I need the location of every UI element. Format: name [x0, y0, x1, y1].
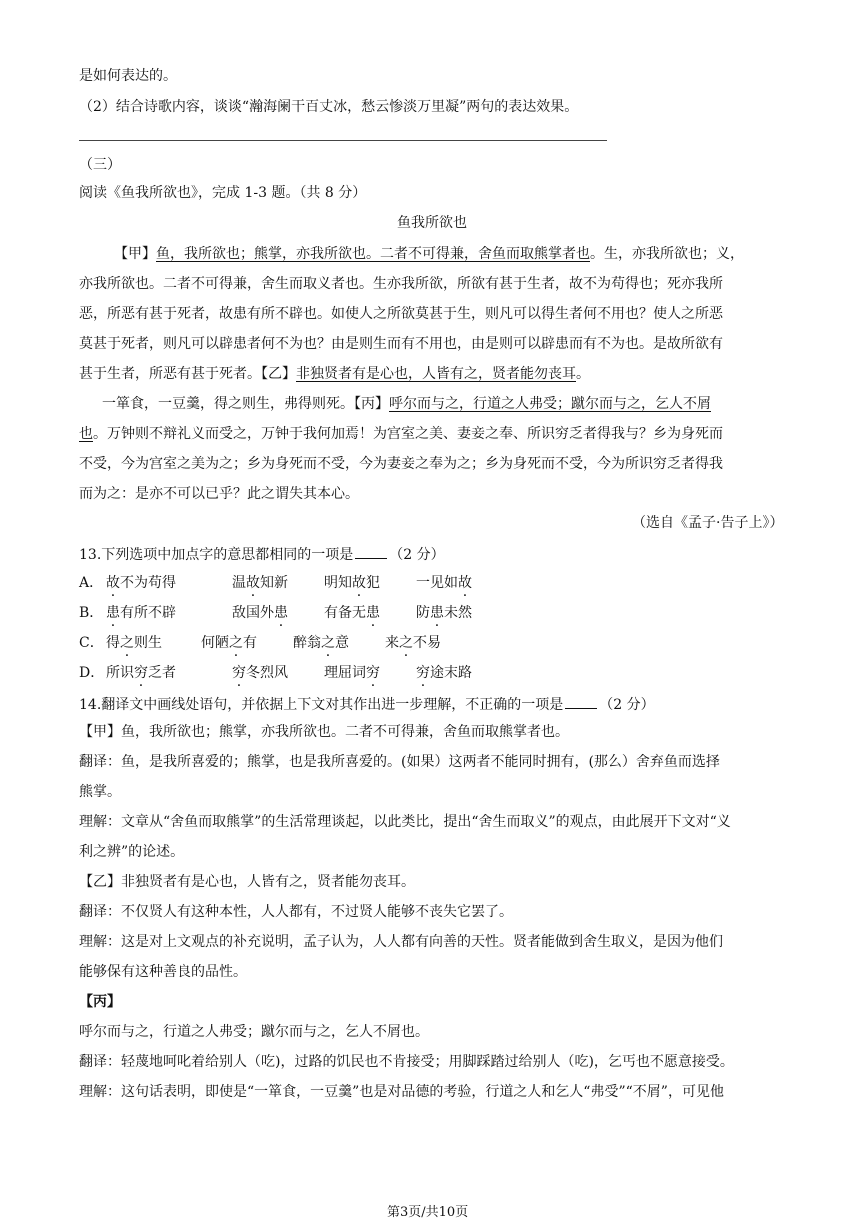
option-a[interactable] — [79, 573, 103, 593]
dotted-char: 之 — [399, 635, 413, 651]
q14-bing-text: 呼尔而与之，行道之人弗受；蹴尔而与之，乞人不屑也。 — [79, 1024, 429, 1040]
text-segment: 。 — [576, 366, 590, 382]
option-label: A． — [79, 575, 104, 591]
dotted-char: 故 — [106, 575, 120, 591]
passage-line-6 — [102, 394, 711, 414]
passage-line-3: 恶，所恶有甚于死者，故患有所不辟也。如使人之所欲莫甚于生，则凡可以得生者何不用也？使人之所恶 — [79, 306, 723, 322]
q14-bing-understanding: 理解：这句话表明，即使是“一箪食，一豆羹”也是对品德的考验，行道之人和乞人“弗受”“不屑”，可见他 — [79, 1084, 724, 1100]
option-a-word-1: 故不为苟得 — [106, 575, 176, 591]
text-segment: 。生，亦我所欲也；义， — [590, 246, 744, 262]
option-d[interactable] — [79, 663, 104, 683]
option-d-word-1: 所识穷乏者 — [106, 665, 176, 681]
option-d-word-3: 理屈词穷 — [324, 665, 380, 681]
q14-jia-understanding-cont: 利之辨”的论述。 — [79, 844, 185, 860]
underlined-sentence-bing-end: 也 — [79, 426, 93, 442]
passage-line-7 — [79, 424, 723, 444]
mark-yi: 【乙】 — [261, 366, 296, 382]
option-b-word-2: 敌国外患 — [232, 605, 288, 621]
q14-jia-translation: 翻译：鱼，是我所喜爱的；熊掌，也是我所喜爱的。(如果）这两者不能同时拥有，(那么）舍弃鱼而选择 — [79, 754, 720, 770]
underlined-sentence-yi: 非独贤者有是心也，人皆有之，贤者能勿丧耳 — [296, 366, 576, 382]
passage-line-1 — [114, 244, 744, 264]
text-segment: 。万钟则不辩礼义而受之，万钟于我何加焉！为宫室之美、妻妾之奉、所识穷乏者得我与？乡为身死而 — [93, 426, 723, 442]
dotted-char: 之 — [120, 635, 134, 651]
q14-yi-head: 【乙】非独贤者有是心也，人皆有之，贤者能勿丧耳。 — [79, 874, 415, 890]
option-a-word-2: 温故知新 — [232, 575, 288, 591]
dotted-char: 患 — [366, 605, 380, 621]
dotted-char: 穷 — [416, 665, 430, 681]
question-14 — [79, 693, 655, 715]
passage-line-4: 莫甚于死者，则凡可以辟患者何不为也？由是则生而有不用也，由是则可以辟患而有不为也。是故所欲有 — [79, 336, 723, 352]
underlined-sentence-bing: 呼尔而与之，行道之人弗受；蹴尔而与之，乞人不屑 — [389, 396, 711, 412]
mark-bing: 【丙】 — [354, 396, 389, 412]
q14-yi-translation: 翻译：不仅贤人有这种本性，人人都有，不过贤人能够不丧失它罢了。 — [79, 904, 513, 920]
section-instruction: 阅读《鱼我所欲也》，完成 1-3 题。（共 8 分） — [79, 185, 367, 201]
option-label: C． — [79, 635, 104, 651]
answer-line — [79, 140, 607, 141]
dotted-char: 患 — [430, 605, 444, 621]
option-b[interactable] — [79, 603, 103, 623]
dotted-char: 穷 — [366, 665, 380, 681]
option-b-word-1: 患有所不辟 — [106, 605, 176, 621]
dotted-char: 之 — [321, 635, 335, 651]
q14-jia-translation-cont: 熊掌。 — [79, 784, 121, 800]
answer-blank[interactable] — [355, 543, 387, 559]
text-line: 是如何表达的。 — [79, 68, 177, 84]
option-a-word-3: 明知故犯 — [324, 575, 380, 591]
passage-line-8: 不受，今为宫室之美为之；乡为身死而不受，今为妻妾之奉为之；乡为身死而不受，今为所识穷乏者得我 — [79, 456, 723, 472]
dotted-char: 穷 — [134, 665, 148, 681]
question-stem: 13.下列选项中加点字的意思都相同的一项是 — [79, 547, 354, 563]
option-c-word-3: 醉翁之意 — [293, 635, 349, 651]
question-stem: 14.翻译文中画线处语句，并依据上下文对其作出进一步理解，不正确的一项是 — [79, 697, 564, 713]
option-label: B． — [79, 605, 104, 621]
option-c-word-4: 来之不易 — [385, 635, 441, 651]
dotted-char: 故 — [458, 575, 472, 591]
q14-bing-head: 【丙】 — [79, 994, 121, 1010]
option-d-word-2: 穷冬烈风 — [232, 665, 288, 681]
q14-bing-translation: 翻译：轻蔑地呵叱着给别人（吃)，过路的饥民也不肯接受；用脚踩踏过给别人（吃)，乞丐也不愿意接受。 — [79, 1054, 734, 1070]
q14-jia-understanding: 理解：文章从“舍鱼而取熊掌”的生活常理谈起，以此类比，提出“舍生而取义”的观点，由此展开下文对“义 — [79, 814, 731, 830]
dotted-char: 患 — [106, 605, 120, 621]
dotted-char: 故 — [352, 575, 366, 591]
text-segment: 一箪食，一豆羹，得之则生，弗得则死。 — [102, 396, 354, 412]
passage-line-2: 亦我所欲也。二者不可得兼，舍生而取义者也。生亦我所欲，所欲有甚于生者，故不为苟得也；死亦我所 — [79, 276, 723, 292]
option-c[interactable] — [79, 633, 104, 653]
underlined-sentence-jia: 鱼，我所欲也；熊掌，亦我所欲也。二者不可得兼，舍鱼而取熊掌者也 — [156, 246, 590, 262]
passage-line-9: 而为之：是亦不可以已乎？此之谓失其本心。 — [79, 486, 359, 502]
option-a-word-4: 一见如故 — [416, 575, 472, 591]
passage-line-5 — [79, 364, 590, 384]
dotted-char: 故 — [246, 575, 260, 591]
dotted-char: 穷 — [232, 665, 246, 681]
q14-yi-understanding: 理解：这是对上文观点的补充说明，孟子认为，人人都有向善的天性。贤者能做到舍生取义，是因为他们 — [79, 934, 723, 950]
question-13 — [79, 543, 445, 565]
passage-title: 鱼我所欲也 — [397, 215, 467, 231]
q14-yi-understanding-cont: 能够保有这种善良的品性。 — [79, 964, 247, 980]
question-score: （2 分） — [389, 547, 445, 563]
text-segment: 甚于生者，所恶有甚于死者。 — [79, 366, 261, 382]
option-c-word-2: 何陋之有 — [201, 635, 257, 651]
answer-blank[interactable] — [565, 693, 597, 709]
option-d-word-4: 穷途末路 — [416, 665, 472, 681]
passage-source: （选自《孟子·告子上》） — [632, 515, 784, 531]
dotted-char: 患 — [274, 605, 288, 621]
option-label: D． — [79, 665, 105, 681]
section-label: （三） — [79, 157, 121, 173]
question-score: （2 分） — [599, 697, 655, 713]
page-number: 第3页/共10页 — [387, 1205, 469, 1220]
q14-jia-head: 【甲】鱼，我所欲也；熊掌，亦我所欲也。二者不可得兼，舍鱼而取熊掌者也。 — [79, 724, 569, 740]
option-b-word-4: 防患未然 — [416, 605, 472, 621]
option-c-word-1: 得之则生 — [106, 635, 162, 651]
question-2: （2）结合诗歌内容，谈谈“瀚海阑干百丈冰，愁云惨淡万里凝”两句的表达效果。 — [79, 99, 579, 115]
option-b-word-3: 有备无患 — [324, 605, 380, 621]
dotted-char: 之 — [229, 635, 243, 651]
mark-jia: 【甲】 — [114, 246, 156, 262]
